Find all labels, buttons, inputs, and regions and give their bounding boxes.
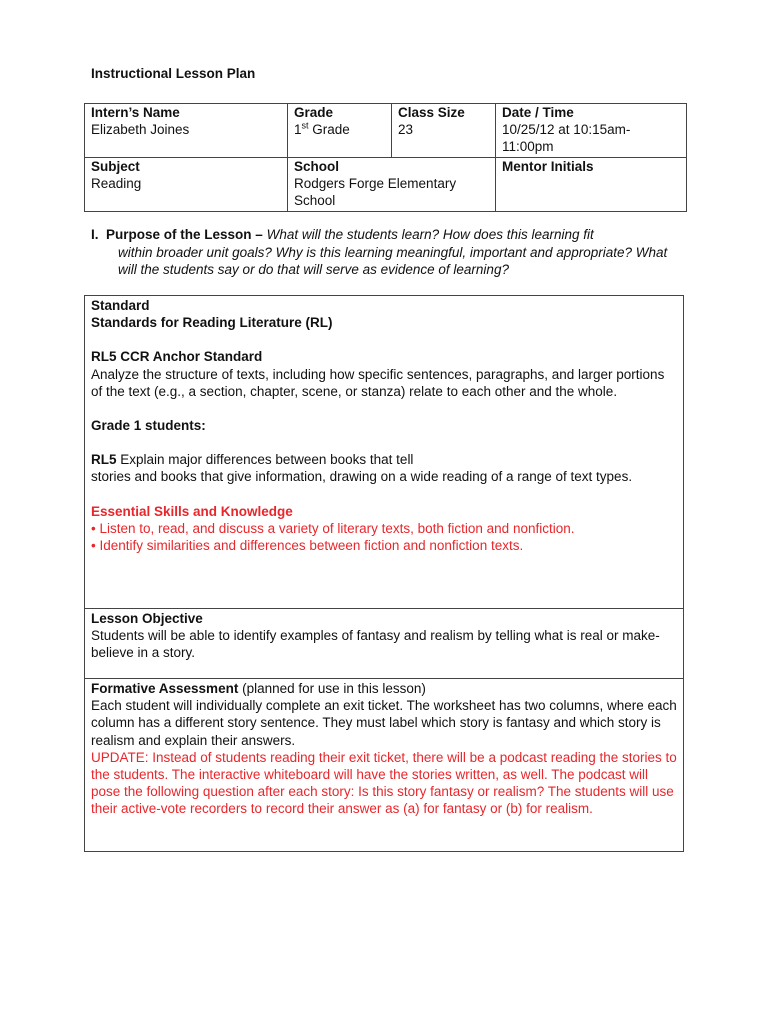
class-size-value: 23	[398, 122, 414, 137]
school-label: School	[294, 159, 340, 174]
skills-heading: Essential Skills and Knowledge	[91, 503, 293, 519]
grade-word: Grade	[308, 122, 350, 137]
grade-cell	[288, 104, 392, 158]
subject-value: Reading	[91, 176, 142, 191]
datetime-cell	[496, 104, 687, 158]
grade-number: 1	[294, 122, 302, 137]
mentor-cell	[496, 158, 687, 212]
school-value: Rodgers Forge Elementary School	[294, 176, 457, 208]
assessment-heading	[91, 680, 677, 697]
datetime-value: 10/25/12 at 10:15am-11:00pm	[502, 122, 631, 154]
rl5-text-line2: stories and books that give information, drawing on a wide reading of a range of text types.	[91, 469, 633, 485]
skill-item-2: • Identify similarities and differences between fiction and nonfiction texts.	[91, 538, 524, 554]
objective-label: Lesson Objective	[91, 611, 203, 626]
grade-suffix: st	[301, 120, 309, 131]
rl5-text-line1: Explain major differences between books that tell	[116, 452, 414, 468]
info-row-2	[85, 158, 687, 212]
class-size-label: Class Size	[398, 105, 465, 120]
purpose-number: I.	[91, 227, 99, 242]
subject-label: Subject	[91, 159, 140, 174]
objective-section	[84, 608, 684, 678]
grade-label: Grade	[294, 105, 334, 120]
skill-item-1: • Listen to, read, and discuss a variety of literary texts, both fiction and nonfiction.	[91, 520, 575, 536]
mentor-label: Mentor Initials	[502, 159, 594, 174]
assessment-label-note: (planned for use in this lesson)	[238, 681, 426, 696]
purpose-question-line1: What will the students learn? How does this learning fit	[266, 227, 594, 242]
subject-cell	[85, 158, 288, 212]
assessment-update-text: UPDATE: Instead of students reading their exit ticket, there will be a podcast reading the stories to the students. The interactive whiteboard will have the stories written, as well. The podcast will pose the following question after each story: Is this story fantasy or realism? The students will use their active-vote recorders to record their answer as (a) for fantasy or (b) for realism.	[91, 749, 677, 817]
anchor-title: RL5 CCR Anchor Standard	[91, 349, 263, 365]
class-size-cell	[392, 104, 496, 158]
assessment-text: Each student will individually complete an exit ticket. The worksheet has two columns, where each column has a different story sentence. They must label which story is fantasy and which story is realism and explain their answers.	[91, 698, 677, 748]
school-cell	[288, 158, 496, 212]
purpose-question-rest: within broader unit goals? Why is this learning meaningful, important and appropriate? What will the students say or do that will serve as evidence of learning?	[118, 244, 668, 277]
intern-label: Intern’s Name	[91, 105, 180, 120]
objective-text: Students will be able to identify examples of fantasy and realism by telling what is real or make-believe in a story.	[91, 628, 660, 661]
standard-section	[84, 295, 684, 608]
standards-title: Standards for Reading Literature (RL)	[91, 315, 333, 331]
anchor-text: Analyze the structure of texts, including how specific sentences, paragraphs, and larger portions of the text (e.g., a section, chapter, scene, or stanza) relate to each other and the whole.	[91, 366, 665, 399]
document-title: Instructional Lesson Plan	[91, 66, 256, 81]
rl5-code: RL5	[91, 452, 117, 468]
intern-cell	[85, 104, 288, 158]
purpose-heading: Purpose of the Lesson –	[106, 227, 263, 242]
standard-label: Standard	[91, 298, 150, 313]
info-row-1	[85, 104, 687, 158]
assessment-label: Formative Assessment	[91, 681, 239, 696]
intern-value: Elizabeth Joines	[91, 122, 190, 137]
grade-heading: Grade 1 students:	[91, 418, 206, 434]
grade-value	[294, 121, 385, 138]
datetime-label: Date / Time	[502, 105, 574, 120]
assessment-section	[84, 678, 684, 852]
purpose-section	[91, 226, 671, 279]
rl5-line1	[91, 451, 677, 468]
lesson-info-table	[84, 103, 687, 212]
